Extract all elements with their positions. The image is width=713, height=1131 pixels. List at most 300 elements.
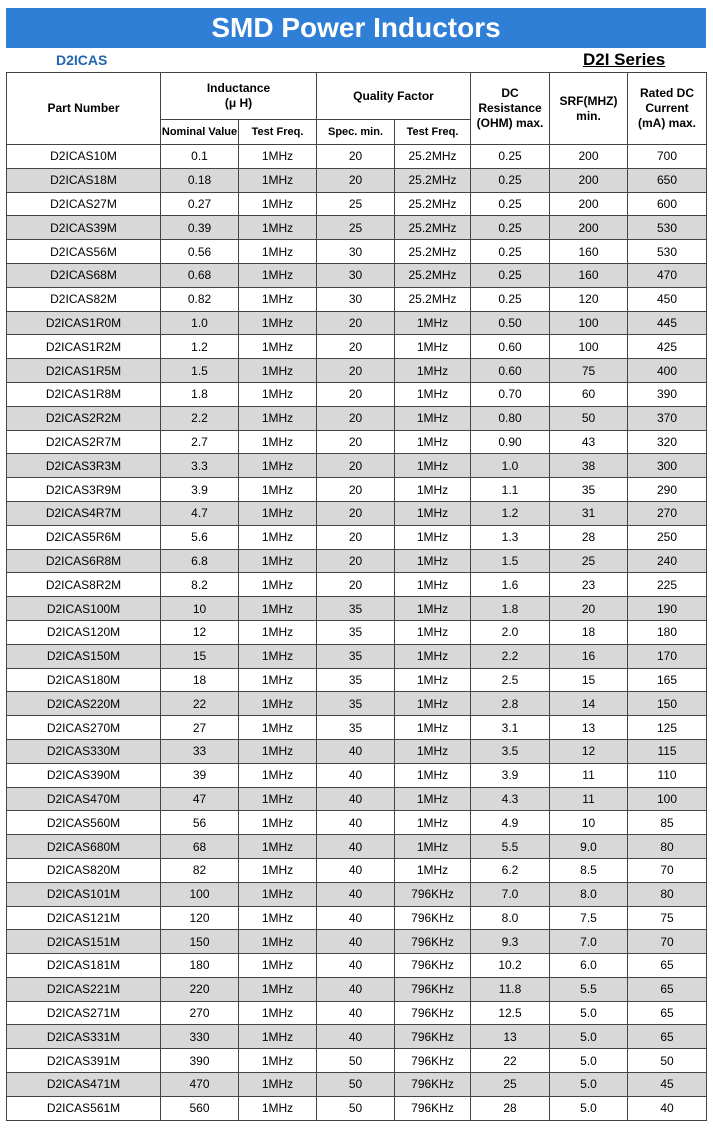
srf-cell: 38 xyxy=(550,454,628,478)
q-test-freq-cell: 1MHz xyxy=(395,692,471,716)
q-test-freq-cell: 1MHz xyxy=(395,549,471,573)
q-test-freq-cell: 1MHz xyxy=(395,311,471,335)
dc-resistance-cell: 8.0 xyxy=(471,906,550,930)
part-number-cell: D2ICAS471M xyxy=(7,1073,161,1097)
inductance-test-freq-cell: 1MHz xyxy=(239,501,317,525)
srf-cell: 9.0 xyxy=(550,835,628,859)
table-row xyxy=(7,382,707,406)
nominal-value-cell: 22 xyxy=(161,692,239,716)
inductance-test-freq-cell: 1MHz xyxy=(239,692,317,716)
nominal-value-cell: 18 xyxy=(161,668,239,692)
dc-resistance-cell: 0.25 xyxy=(471,216,550,240)
q-spec-min-cell: 20 xyxy=(317,359,395,383)
part-number-cell: D2ICAS820M xyxy=(7,858,161,882)
dc-resistance-cell: 0.60 xyxy=(471,359,550,383)
q-test-freq-cell: 796KHz xyxy=(395,930,471,954)
dc-resistance-cell: 2.2 xyxy=(471,644,550,668)
q-spec-min-cell: 20 xyxy=(317,501,395,525)
table-row xyxy=(7,192,707,216)
q-test-freq-cell: 1MHz xyxy=(395,454,471,478)
q-test-freq-cell: 796KHz xyxy=(395,882,471,906)
part-number-cell: D2ICAS1R0M xyxy=(7,311,161,335)
q-spec-min-cell: 20 xyxy=(317,406,395,430)
dc-resistance-cell: 7.0 xyxy=(471,882,550,906)
q-test-freq-cell: 1MHz xyxy=(395,335,471,359)
table-row xyxy=(7,739,707,763)
part-number-cell: D2ICAS82M xyxy=(7,287,161,311)
inductance-test-freq-cell: 1MHz xyxy=(239,145,317,169)
dc-resistance-cell: 0.90 xyxy=(471,430,550,454)
srf-cell: 100 xyxy=(550,335,628,359)
table-row xyxy=(7,430,707,454)
dc-resistance-cell: 0.50 xyxy=(471,311,550,335)
table-row xyxy=(7,716,707,740)
nominal-value-cell: 27 xyxy=(161,716,239,740)
inductance-test-freq-cell: 1MHz xyxy=(239,192,317,216)
table-row xyxy=(7,930,707,954)
part-number-cell: D2ICAS270M xyxy=(7,716,161,740)
nominal-value-cell: 4.7 xyxy=(161,501,239,525)
part-number-cell: D2ICAS680M xyxy=(7,835,161,859)
dc-resistance-cell: 0.25 xyxy=(471,145,550,169)
srf-cell: 6.0 xyxy=(550,954,628,978)
q-spec-min-cell: 40 xyxy=(317,811,395,835)
rated-current-cell: 180 xyxy=(628,620,707,644)
srf-cell: 75 xyxy=(550,359,628,383)
nominal-value-cell: 47 xyxy=(161,787,239,811)
table-row xyxy=(7,168,707,192)
header-test-freq-q: Test Freq. xyxy=(395,120,471,145)
table-row xyxy=(7,977,707,1001)
part-number-cell: D2ICAS8R2M xyxy=(7,573,161,597)
part-number-cell: D2ICAS151M xyxy=(7,930,161,954)
table-row xyxy=(7,763,707,787)
table-row xyxy=(7,1096,707,1120)
q-spec-min-cell: 35 xyxy=(317,692,395,716)
nominal-value-cell: 390 xyxy=(161,1049,239,1073)
table-row xyxy=(7,954,707,978)
inductance-test-freq-cell: 1MHz xyxy=(239,168,317,192)
rated-current-cell: 80 xyxy=(628,835,707,859)
q-spec-min-cell: 40 xyxy=(317,1001,395,1025)
srf-cell: 100 xyxy=(550,311,628,335)
srf-cell: 15 xyxy=(550,668,628,692)
rated-current-cell: 45 xyxy=(628,1073,707,1097)
dc-resistance-cell: 0.25 xyxy=(471,192,550,216)
srf-cell: 8.0 xyxy=(550,882,628,906)
table-row xyxy=(7,787,707,811)
rated-current-cell: 110 xyxy=(628,763,707,787)
nominal-value-cell: 100 xyxy=(161,882,239,906)
q-spec-min-cell: 30 xyxy=(317,263,395,287)
part-number-cell: D2ICAS1R8M xyxy=(7,382,161,406)
part-number-cell: D2ICAS150M xyxy=(7,644,161,668)
q-spec-min-cell: 20 xyxy=(317,335,395,359)
page-title-banner xyxy=(6,8,706,48)
inductance-test-freq-cell: 1MHz xyxy=(239,335,317,359)
inductance-test-freq-cell: 1MHz xyxy=(239,525,317,549)
q-spec-min-cell: 20 xyxy=(317,549,395,573)
rated-current-cell: 75 xyxy=(628,906,707,930)
rated-current-cell: 425 xyxy=(628,335,707,359)
rated-current-cell: 50 xyxy=(628,1049,707,1073)
q-spec-min-cell: 25 xyxy=(317,216,395,240)
dc-resistance-cell: 0.25 xyxy=(471,240,550,264)
nominal-value-cell: 68 xyxy=(161,835,239,859)
srf-cell: 18 xyxy=(550,620,628,644)
part-number-cell: D2ICAS120M xyxy=(7,620,161,644)
dc-resistance-cell: 1.3 xyxy=(471,525,550,549)
part-number-cell: D2ICAS331M xyxy=(7,1025,161,1049)
part-number-cell: D2ICAS561M xyxy=(7,1096,161,1120)
nominal-value-cell: 0.68 xyxy=(161,263,239,287)
nominal-value-cell: 180 xyxy=(161,954,239,978)
nominal-value-cell: 560 xyxy=(161,1096,239,1120)
part-number-cell: D2ICAS121M xyxy=(7,906,161,930)
nominal-value-cell: 270 xyxy=(161,1001,239,1025)
table-row xyxy=(7,359,707,383)
rated-current-cell: 445 xyxy=(628,311,707,335)
q-spec-min-cell: 40 xyxy=(317,954,395,978)
part-number-cell: D2ICAS560M xyxy=(7,811,161,835)
nominal-value-cell: 56 xyxy=(161,811,239,835)
q-test-freq-cell: 1MHz xyxy=(395,597,471,621)
inductance-test-freq-cell: 1MHz xyxy=(239,1001,317,1025)
dc-resistance-cell: 2.8 xyxy=(471,692,550,716)
q-test-freq-cell: 1MHz xyxy=(395,668,471,692)
table-row xyxy=(7,811,707,835)
rated-current-cell: 70 xyxy=(628,930,707,954)
dc-resistance-cell: 12.5 xyxy=(471,1001,550,1025)
part-number-cell: D2ICAS68M xyxy=(7,263,161,287)
table-row xyxy=(7,882,707,906)
nominal-value-cell: 150 xyxy=(161,930,239,954)
q-spec-min-cell: 50 xyxy=(317,1073,395,1097)
dc-resistance-cell: 3.1 xyxy=(471,716,550,740)
q-test-freq-cell: 1MHz xyxy=(395,525,471,549)
nominal-value-cell: 3.3 xyxy=(161,454,239,478)
q-spec-min-cell: 40 xyxy=(317,906,395,930)
inductance-test-freq-cell: 1MHz xyxy=(239,811,317,835)
inductance-test-freq-cell: 1MHz xyxy=(239,977,317,1001)
dc-resistance-cell: 28 xyxy=(471,1096,550,1120)
srf-cell: 120 xyxy=(550,287,628,311)
rated-current-cell: 115 xyxy=(628,739,707,763)
inductance-test-freq-cell: 1MHz xyxy=(239,597,317,621)
nominal-value-cell: 8.2 xyxy=(161,573,239,597)
table-row xyxy=(7,335,707,359)
q-spec-min-cell: 40 xyxy=(317,763,395,787)
srf-cell: 20 xyxy=(550,597,628,621)
dc-resistance-cell: 9.3 xyxy=(471,930,550,954)
part-number-cell: D2ICAS18M xyxy=(7,168,161,192)
rated-current-cell: 240 xyxy=(628,549,707,573)
nominal-value-cell: 82 xyxy=(161,858,239,882)
rated-current-cell: 80 xyxy=(628,882,707,906)
nominal-value-cell: 15 xyxy=(161,644,239,668)
srf-cell: 12 xyxy=(550,739,628,763)
table-row xyxy=(7,835,707,859)
rated-current-cell: 470 xyxy=(628,263,707,287)
q-spec-min-cell: 40 xyxy=(317,835,395,859)
q-spec-min-cell: 35 xyxy=(317,716,395,740)
q-spec-min-cell: 40 xyxy=(317,858,395,882)
rated-current-cell: 70 xyxy=(628,858,707,882)
srf-cell: 200 xyxy=(550,192,628,216)
rated-current-cell: 165 xyxy=(628,668,707,692)
dc-resistance-cell: 1.0 xyxy=(471,454,550,478)
q-spec-min-cell: 20 xyxy=(317,478,395,502)
table-row xyxy=(7,858,707,882)
srf-cell: 5.5 xyxy=(550,977,628,1001)
rated-current-cell: 190 xyxy=(628,597,707,621)
srf-cell: 5.0 xyxy=(550,1025,628,1049)
q-test-freq-cell: 1MHz xyxy=(395,382,471,406)
q-test-freq-cell: 1MHz xyxy=(395,501,471,525)
q-test-freq-cell: 796KHz xyxy=(395,1073,471,1097)
rated-current-cell: 600 xyxy=(628,192,707,216)
srf-cell: 5.0 xyxy=(550,1001,628,1025)
q-test-freq-cell: 1MHz xyxy=(395,716,471,740)
q-test-freq-cell: 1MHz xyxy=(395,359,471,383)
inductance-test-freq-cell: 1MHz xyxy=(239,311,317,335)
inductance-test-freq-cell: 1MHz xyxy=(239,930,317,954)
q-spec-min-cell: 20 xyxy=(317,573,395,597)
rated-current-cell: 650 xyxy=(628,168,707,192)
rated-current-cell: 85 xyxy=(628,811,707,835)
rated-current-cell: 290 xyxy=(628,478,707,502)
nominal-value-cell: 1.0 xyxy=(161,311,239,335)
header-test-freq-inductance: Test Freq. xyxy=(239,120,317,145)
q-test-freq-cell: 1MHz xyxy=(395,620,471,644)
dc-resistance-cell: 10.2 xyxy=(471,954,550,978)
q-test-freq-cell: 1MHz xyxy=(395,430,471,454)
q-test-freq-cell: 1MHz xyxy=(395,573,471,597)
dc-resistance-cell: 0.60 xyxy=(471,335,550,359)
q-test-freq-cell: 25.2MHz xyxy=(395,240,471,264)
inductance-test-freq-cell: 1MHz xyxy=(239,430,317,454)
table-row xyxy=(7,1049,707,1073)
q-spec-min-cell: 20 xyxy=(317,525,395,549)
inductance-test-freq-cell: 1MHz xyxy=(239,1025,317,1049)
srf-cell: 60 xyxy=(550,382,628,406)
part-number-cell: D2ICAS1R5M xyxy=(7,359,161,383)
part-number-cell: D2ICAS3R3M xyxy=(7,454,161,478)
table-row xyxy=(7,549,707,573)
q-test-freq-cell: 796KHz xyxy=(395,1096,471,1120)
inductance-test-freq-cell: 1MHz xyxy=(239,954,317,978)
q-spec-min-cell: 20 xyxy=(317,382,395,406)
inductance-test-freq-cell: 1MHz xyxy=(239,406,317,430)
part-number-cell: D2ICAS2R7M xyxy=(7,430,161,454)
dc-resistance-cell: 22 xyxy=(471,1049,550,1073)
srf-cell: 14 xyxy=(550,692,628,716)
header-rated-current: Rated DC Current (mA) max. xyxy=(628,73,707,145)
inductance-test-freq-cell: 1MHz xyxy=(239,454,317,478)
dc-resistance-cell: 4.9 xyxy=(471,811,550,835)
q-test-freq-cell: 796KHz xyxy=(395,906,471,930)
q-spec-min-cell: 20 xyxy=(317,430,395,454)
table-row xyxy=(7,1073,707,1097)
q-spec-min-cell: 40 xyxy=(317,739,395,763)
q-spec-min-cell: 30 xyxy=(317,240,395,264)
q-test-freq-cell: 25.2MHz xyxy=(395,216,471,240)
q-spec-min-cell: 35 xyxy=(317,620,395,644)
nominal-value-cell: 1.8 xyxy=(161,382,239,406)
table-row xyxy=(7,644,707,668)
rated-current-cell: 225 xyxy=(628,573,707,597)
srf-cell: 23 xyxy=(550,573,628,597)
nominal-value-cell: 5.6 xyxy=(161,525,239,549)
q-test-freq-cell: 1MHz xyxy=(395,858,471,882)
table-row xyxy=(7,1001,707,1025)
part-number-cell: D2ICAS39M xyxy=(7,216,161,240)
q-test-freq-cell: 1MHz xyxy=(395,406,471,430)
part-number-cell: D2ICAS56M xyxy=(7,240,161,264)
dc-resistance-cell: 0.25 xyxy=(471,287,550,311)
nominal-value-cell: 1.2 xyxy=(161,335,239,359)
nominal-value-cell: 330 xyxy=(161,1025,239,1049)
q-spec-min-cell: 40 xyxy=(317,977,395,1001)
inductance-test-freq-cell: 1MHz xyxy=(239,359,317,383)
q-test-freq-cell: 796KHz xyxy=(395,977,471,1001)
srf-cell: 13 xyxy=(550,716,628,740)
srf-cell: 160 xyxy=(550,240,628,264)
rated-current-cell: 40 xyxy=(628,1096,707,1120)
part-number-cell: D2ICAS10M xyxy=(7,145,161,169)
table-row xyxy=(7,145,707,169)
srf-cell: 43 xyxy=(550,430,628,454)
inductance-test-freq-cell: 1MHz xyxy=(239,263,317,287)
part-number-cell: D2ICAS4R7M xyxy=(7,501,161,525)
rated-current-cell: 320 xyxy=(628,430,707,454)
dc-resistance-cell: 0.70 xyxy=(471,382,550,406)
part-number-cell: D2ICAS27M xyxy=(7,192,161,216)
rated-current-cell: 450 xyxy=(628,287,707,311)
table-row xyxy=(7,597,707,621)
nominal-value-cell: 0.27 xyxy=(161,192,239,216)
header-spec-min: Spec. min. xyxy=(317,120,395,145)
dc-resistance-cell: 6.2 xyxy=(471,858,550,882)
rated-current-cell: 65 xyxy=(628,954,707,978)
q-spec-min-cell: 50 xyxy=(317,1096,395,1120)
srf-cell: 10 xyxy=(550,811,628,835)
header-inductance: Inductance (μ H) xyxy=(161,73,317,120)
srf-cell: 7.0 xyxy=(550,930,628,954)
inductance-test-freq-cell: 1MHz xyxy=(239,1096,317,1120)
part-number-cell: D2ICAS180M xyxy=(7,668,161,692)
part-number-cell: D2ICAS470M xyxy=(7,787,161,811)
table-row xyxy=(7,692,707,716)
nominal-value-cell: 0.39 xyxy=(161,216,239,240)
part-number-cell: D2ICAS101M xyxy=(7,882,161,906)
dc-resistance-cell: 1.2 xyxy=(471,501,550,525)
inductance-test-freq-cell: 1MHz xyxy=(239,763,317,787)
nominal-value-cell: 39 xyxy=(161,763,239,787)
q-test-freq-cell: 1MHz xyxy=(395,644,471,668)
dc-resistance-cell: 5.5 xyxy=(471,835,550,859)
q-test-freq-cell: 796KHz xyxy=(395,1001,471,1025)
rated-current-cell: 125 xyxy=(628,716,707,740)
dc-resistance-cell: 2.5 xyxy=(471,668,550,692)
table-row xyxy=(7,906,707,930)
rated-current-cell: 150 xyxy=(628,692,707,716)
q-test-freq-cell: 25.2MHz xyxy=(395,168,471,192)
rated-current-cell: 700 xyxy=(628,145,707,169)
nominal-value-cell: 0.1 xyxy=(161,145,239,169)
dc-resistance-cell: 25 xyxy=(471,1073,550,1097)
part-number-cell: D2ICAS5R6M xyxy=(7,525,161,549)
q-spec-min-cell: 20 xyxy=(317,145,395,169)
srf-cell: 160 xyxy=(550,263,628,287)
part-number-cell: D2ICAS100M xyxy=(7,597,161,621)
nominal-value-cell: 120 xyxy=(161,906,239,930)
q-test-freq-cell: 1MHz xyxy=(395,763,471,787)
table-row xyxy=(7,287,707,311)
q-test-freq-cell: 25.2MHz xyxy=(395,145,471,169)
srf-cell: 5.0 xyxy=(550,1073,628,1097)
q-test-freq-cell: 796KHz xyxy=(395,1049,471,1073)
header-srf: SRF(MHZ) min. xyxy=(550,73,628,145)
part-number-cell: D2ICAS6R8M xyxy=(7,549,161,573)
nominal-value-cell: 12 xyxy=(161,620,239,644)
srf-cell: 200 xyxy=(550,145,628,169)
nominal-value-cell: 0.18 xyxy=(161,168,239,192)
srf-cell: 31 xyxy=(550,501,628,525)
table-row xyxy=(7,1025,707,1049)
nominal-value-cell: 3.9 xyxy=(161,478,239,502)
table-row xyxy=(7,620,707,644)
page-title: SMD Power Inductors xyxy=(211,12,501,43)
srf-cell: 5.0 xyxy=(550,1049,628,1073)
table-row xyxy=(7,668,707,692)
dc-resistance-cell: 4.3 xyxy=(471,787,550,811)
rated-current-cell: 530 xyxy=(628,240,707,264)
q-spec-min-cell: 50 xyxy=(317,1049,395,1073)
rated-current-cell: 270 xyxy=(628,501,707,525)
rated-current-cell: 300 xyxy=(628,454,707,478)
inductance-test-freq-cell: 1MHz xyxy=(239,644,317,668)
table-row xyxy=(7,573,707,597)
part-number-cell: D2ICAS220M xyxy=(7,692,161,716)
q-spec-min-cell: 40 xyxy=(317,882,395,906)
q-test-freq-cell: 1MHz xyxy=(395,739,471,763)
dc-resistance-cell: 1.5 xyxy=(471,549,550,573)
q-spec-min-cell: 30 xyxy=(317,287,395,311)
q-spec-min-cell: 40 xyxy=(317,930,395,954)
table-row xyxy=(7,478,707,502)
part-number-cell: D2ICAS181M xyxy=(7,954,161,978)
table-body xyxy=(7,145,707,1121)
nominal-value-cell: 0.56 xyxy=(161,240,239,264)
dc-resistance-cell: 0.80 xyxy=(471,406,550,430)
inductance-test-freq-cell: 1MHz xyxy=(239,620,317,644)
table-row xyxy=(7,311,707,335)
nominal-value-cell: 6.8 xyxy=(161,549,239,573)
table-row xyxy=(7,525,707,549)
q-test-freq-cell: 25.2MHz xyxy=(395,192,471,216)
inductance-test-freq-cell: 1MHz xyxy=(239,787,317,811)
table-row xyxy=(7,263,707,287)
rated-current-cell: 250 xyxy=(628,525,707,549)
q-spec-min-cell: 35 xyxy=(317,644,395,668)
inductance-test-freq-cell: 1MHz xyxy=(239,739,317,763)
dc-resistance-cell: 3.5 xyxy=(471,739,550,763)
rated-current-cell: 65 xyxy=(628,1001,707,1025)
dc-resistance-cell: 13 xyxy=(471,1025,550,1049)
table-row xyxy=(7,454,707,478)
nominal-value-cell: 33 xyxy=(161,739,239,763)
